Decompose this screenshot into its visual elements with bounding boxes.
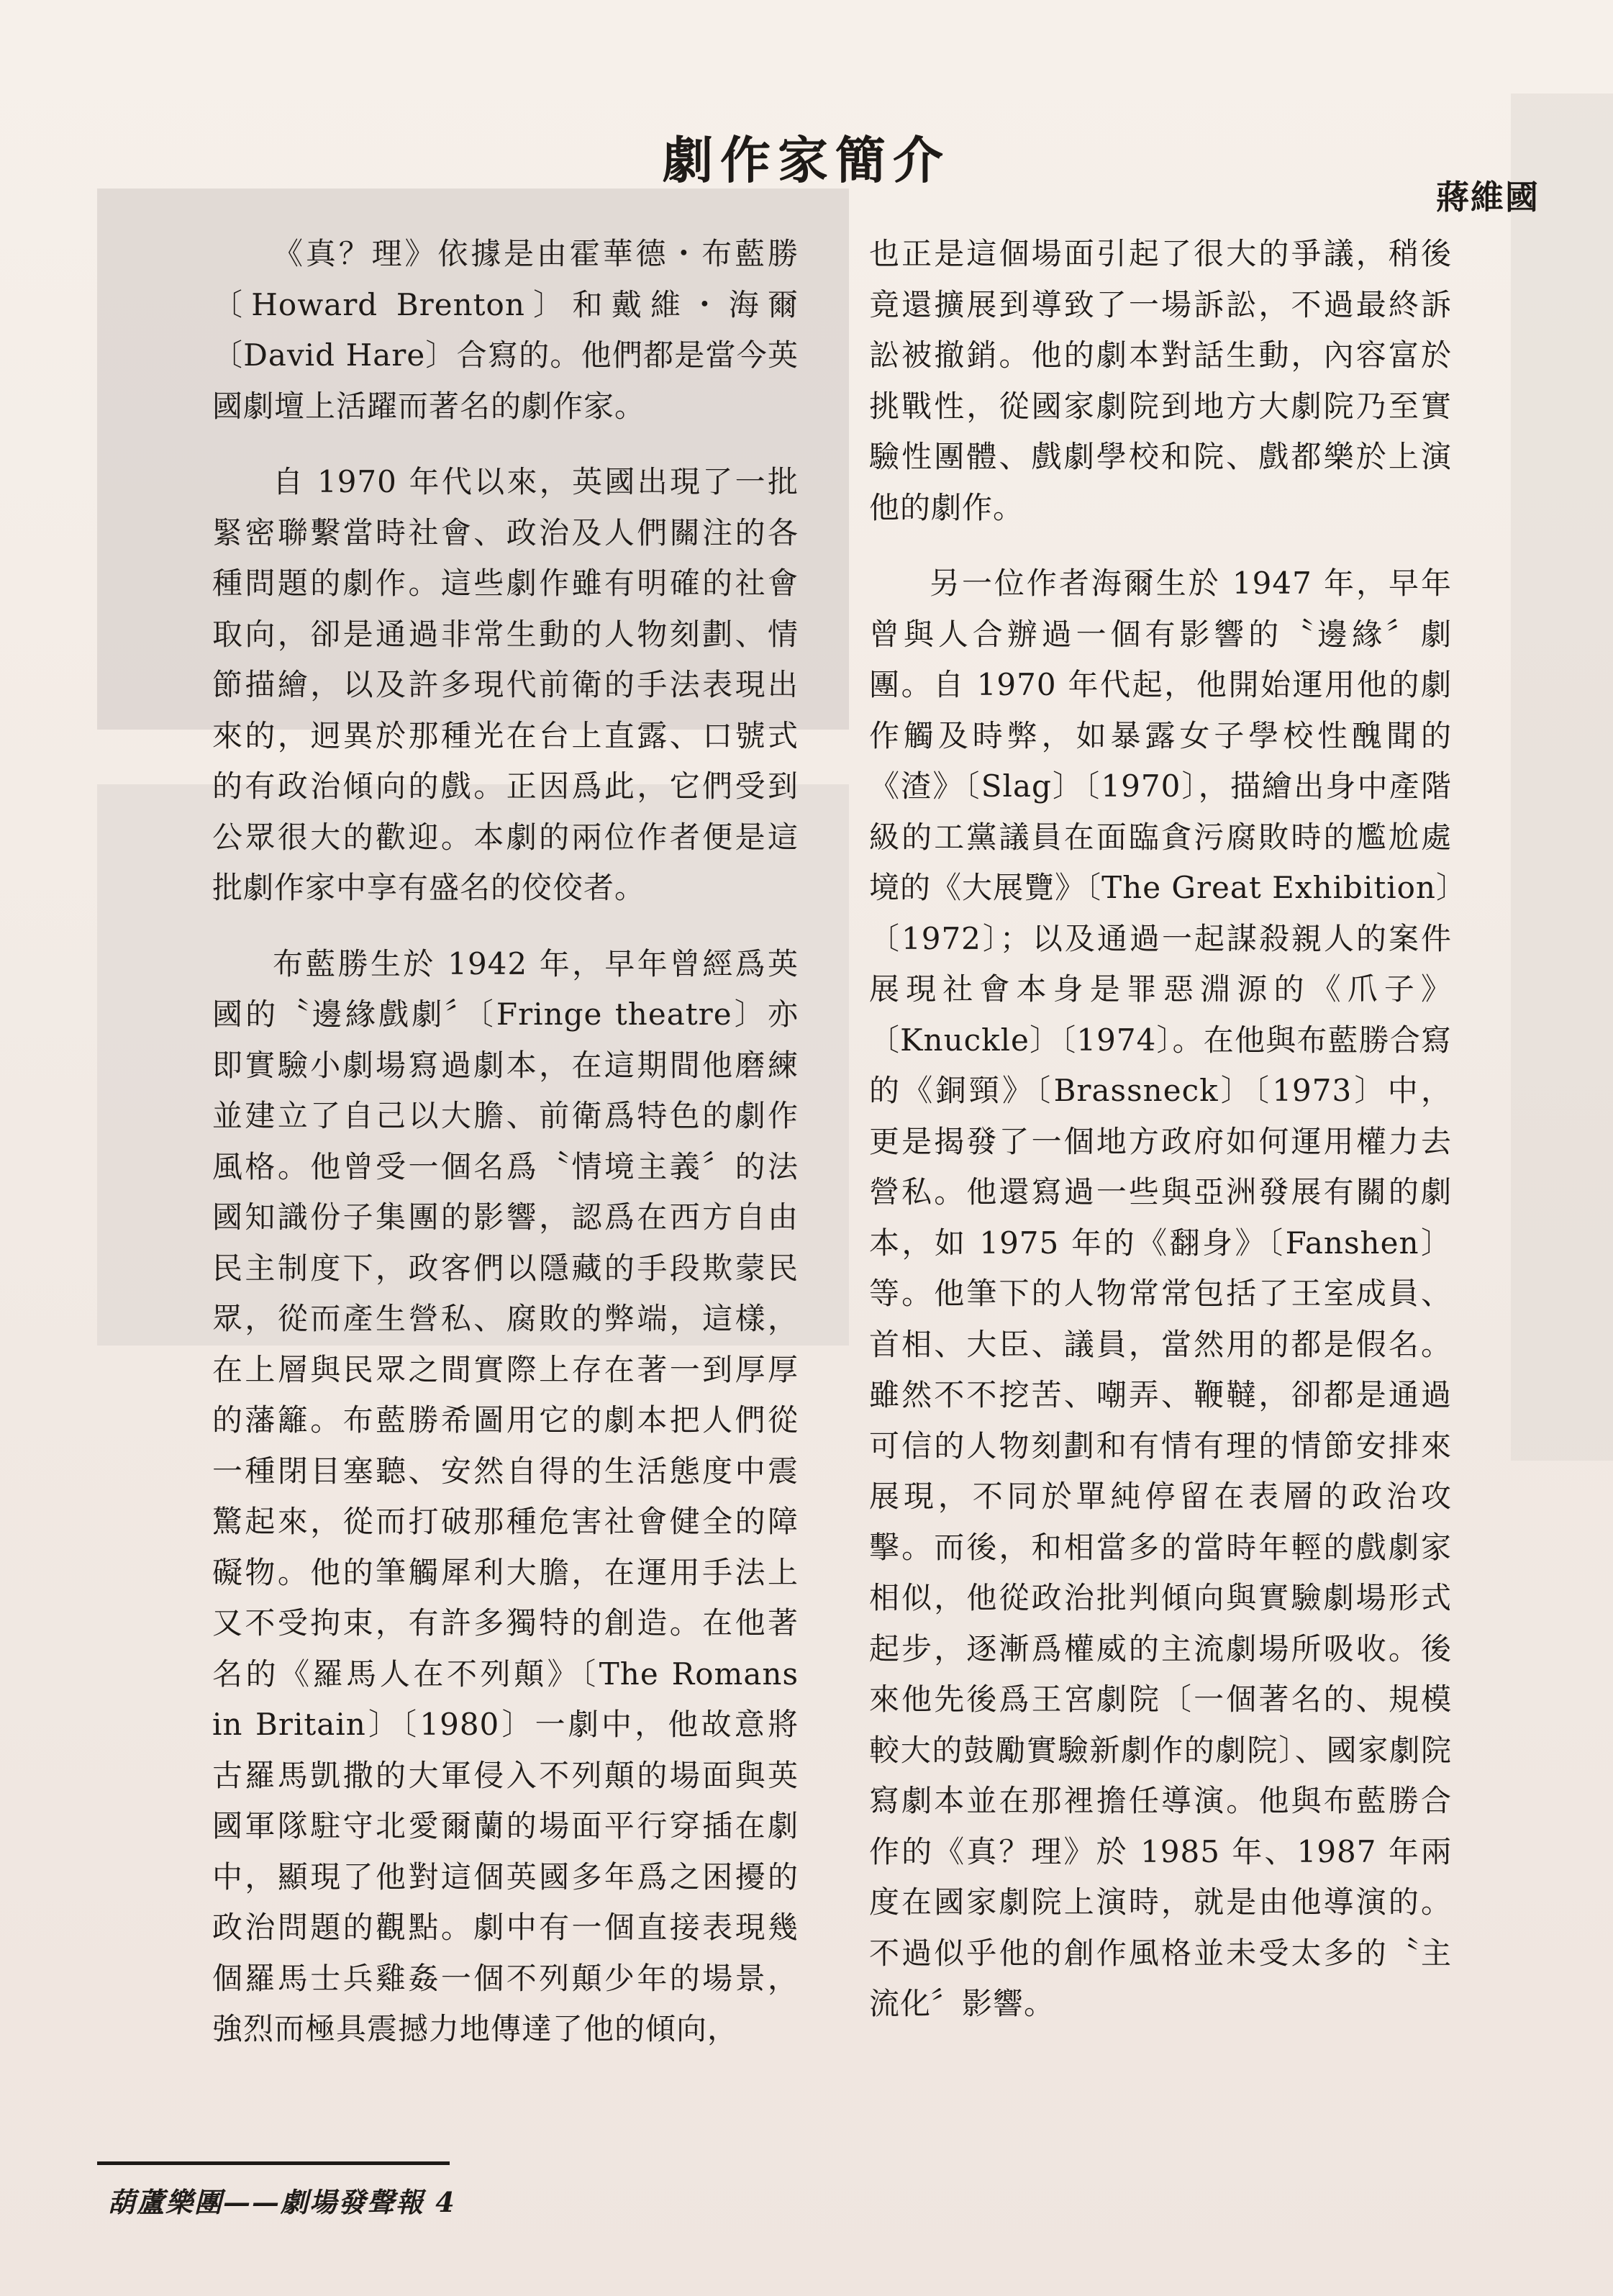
article-author: 蔣維國 (1436, 178, 1540, 217)
right-text-column (869, 229, 1452, 2030)
paragraph-hare: 另一位作者海爾生於 1947 年，早年曾與人合辦過一個有影響的〝邊緣〞劇團。自 1970 年代起，他開始運用他的劇作觸及時弊，如暴露女子學校性醜聞的《渣》〔Slag〕〔1970〕，描繪出身中產階級的工黨議員在面臨貪污腐敗時的尷尬處境的《大展覽》〔The Great Exhibition〕〔1972〕；以及通過一起謀殺親人的案件展現社會本身是罪惡淵源的《爪子》〔Knuckle〕〔1974〕。在他與布藍勝合寫的《銅頸》〔Brassneck〕〔1973〕中，更是揭發了一個地方政府如何運用權力去營私。他還寫過一些與亞洲發展有關的劇本，如 1975 年的《翻身》〔Fanshen〕等。他筆下的人物常常包括了王室成員、首相、大臣、議員，當然用的都是假名。雖然不不挖苦、嘲弄、鞭韃，卻都是通過可信的人物刻劃和有情有理的情節安排來展現，不同於單純停留在表層的政治攻擊。而後，和相當多的當時年輕的戲劇家相似，他從政治批判傾向與實驗劇場形式起步，逐漸爲權威的主流劇場所吸收。後來他先後爲王宮劇院〔一個著名的、規模較大的鼓勵實驗新劇作的劇院〕、國家劇院寫劇本並在那裡擔任導演。他與布藍勝合作的《真？理》於 1985 年、1987 年兩度在國家劇院上演時，就是由他導演的。不過似乎他的創作風格並未受太多的〝主流化〞影響。 (869, 566, 1452, 2021)
faded-background-photo-edge (1511, 94, 1613, 1461)
paragraph-brenton: 布藍勝生於 1942 年，早年曾經爲英國的〝邊緣戲劇〞〔Fringe theatre〕亦即實驗小劇場寫過劇本，在這期間他磨練並建立了自己以大膽、前衛爲特色的劇作風格。他曾受一個名爲〝情境主義〞的法國知識份子集團的影響，認爲在西方自由民主制度下，政客們以隱藏的手段欺蒙民眾，從而產生營私、腐敗的弊端，這樣，在上層與民眾之間實際上存在著一到厚厚的藩籬。布藍勝希圖用它的劇本把人們從一種閉目塞聽、安然自得的生活態度中震驚起來，從而打破那種危害社會健全的障礙物。他的筆觸犀利大膽，在運用手法上又不受拘束，有許多獨特的創造。在他著名的《羅馬人在不列顛》〔The Romans in Britain〕〔1980〕一劇中，他故意將古羅馬凱撒的大軍侵入不列顛的場面與英國軍隊駐守北愛爾蘭的場面平行穿插在劇中，顯現了他對這個英國多年爲之困擾的政治問題的觀點。劇中有一個直接表現幾個羅馬士兵雞姦一個不列顛少年的場景，強烈而極具震撼力地傳達了他的傾向， (212, 945, 799, 2046)
article-title: 劇作家簡介 (663, 130, 950, 190)
footer-rule (97, 2161, 450, 2165)
footer-publication-label: 葫蘆樂團——劇場發聲報 4 (108, 2186, 456, 2218)
paragraph-intro: 《真？理》依據是由霍華德・布藍勝〔Howard Brenton〕和戴維・海爾〔David Hare〕合寫的。他們都是當今英國劇壇上活躍而著名的劇作家。 (212, 236, 799, 424)
paragraph-background: 自 1970 年代以來，英國出現了一批緊密聯繫當時社會、政治及人們關注的各種問題的劇作。這些劇作雖有明確的社會取向，卻是通過非常生動的人物刻劃、情節描繪，以及許多現代前衛的手法表現出來的，迥異於那種光在台上直露、口號式的有政治傾向的戲。正因爲此，它們受到公眾很大的歡迎。本劇的兩位作者便是這批劇作家中享有盛名的佼佼者。 (212, 464, 799, 905)
paragraph-brenton-continued: 也正是這個場面引起了很大的爭議，稍後竟還擴展到導致了一場訴訟，不過最終訴訟被撤銷。他的劇本對話生動，內容富於挑戰性，從國家劇院到地方大劇院乃至實驗性團體、戲劇學校和院、戲都樂於上演他的劇作。 (869, 236, 1452, 525)
left-text-column (212, 229, 799, 2055)
